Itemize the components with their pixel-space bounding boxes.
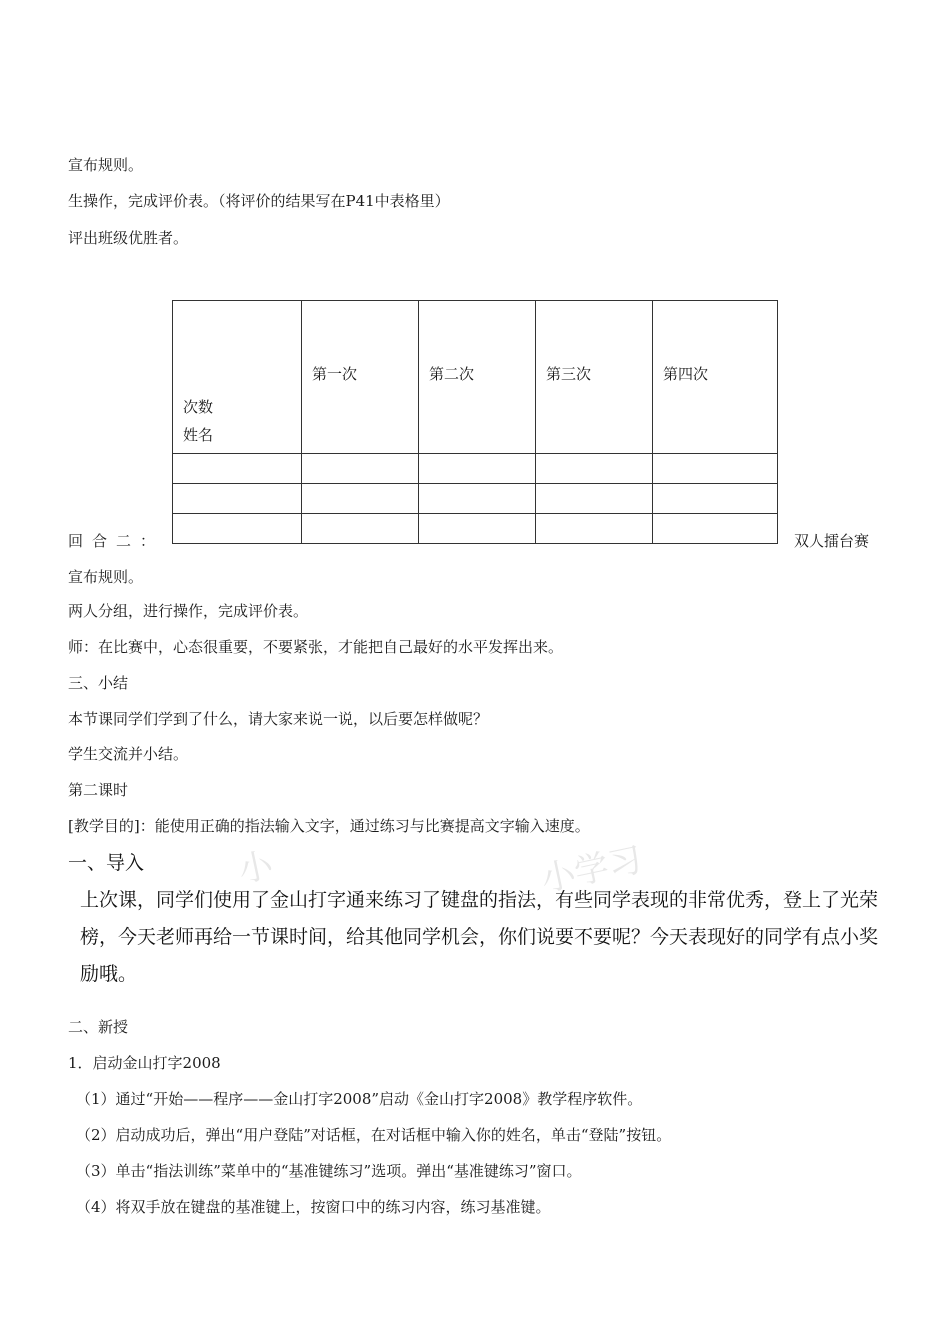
new-section-heading: 二、新授 (68, 1018, 129, 1036)
table-cell[interactable] (536, 454, 653, 484)
body-line: 师：在比赛中，心态很重要，不要紧张，才能把自己最好的水平发挥出来。 (68, 638, 564, 656)
lesson-two-heading: 第二课时 (68, 781, 129, 799)
table-cell[interactable] (302, 484, 419, 514)
corner-top-label: 次数 (183, 398, 214, 416)
intro-line-1: 宣布规则。 (68, 156, 144, 174)
table-row (173, 514, 778, 544)
round-two-label: 回合二： (68, 532, 165, 550)
intro-line-3: 评出班级优胜者。 (68, 229, 189, 247)
table-cell[interactable] (302, 514, 419, 544)
body-line: 学生交流并小结。 (68, 745, 189, 763)
corner-bottom-label: 姓名 (183, 426, 214, 444)
table-cell[interactable] (173, 454, 302, 484)
column-header: 第一次 (302, 301, 419, 454)
column-header: 第二次 (419, 301, 536, 454)
table-cell[interactable] (536, 484, 653, 514)
table-cell[interactable] (536, 514, 653, 544)
round-two-title: 双人擂台赛 (794, 532, 870, 550)
step-item: （1）通过“开始——程序——金山打字2008”启动《金山打字2008》教学程序软件。 (76, 1090, 643, 1108)
body-line: 本节课同学们学到了什么，请大家来说一说，以后要怎样做呢？ (68, 710, 489, 728)
table-header-row (173, 301, 778, 454)
table-cell[interactable] (419, 454, 536, 484)
table-corner-cell (173, 301, 302, 454)
table-cell[interactable] (302, 454, 419, 484)
step-item: （4）将双手放在键盘的基准键上，按窗口中的练习内容，练习基准键。 (76, 1198, 551, 1216)
body-line: 宣布规则。 (68, 568, 144, 586)
teaching-objective: [教学目的]：能使用正确的指法输入文字，通过练习与比赛提高文字输入速度。 (68, 817, 590, 835)
step-item: （3）单击“指法训练”菜单中的“基准键练习”选项。弹出“基准键练习”窗口。 (76, 1162, 582, 1180)
import-heading: 一、导入 (68, 852, 145, 874)
step-title: 1．启动金山打字2008 (68, 1054, 221, 1072)
watermark-left: 小 (234, 844, 277, 892)
import-paragraph: 上次课，同学们使用了金山打字通来练习了键盘的指法，有些同学表现的非常优秀，登上了光荣榜，今天老师再给一节课时间，给其他同学机会，你们说要不要呢？今天表现好的同学有点小奖励哦。 (80, 889, 879, 985)
step-item: （2）启动成功后，弹出“用户登陆”对话框，在对话框中输入你的姓名，单击“登陆”按钮。 (76, 1126, 672, 1144)
body-line: 两人分组，进行操作，完成评价表。 (68, 602, 309, 620)
table-row (173, 454, 778, 484)
table-cell[interactable] (653, 484, 778, 514)
column-header: 第四次 (653, 301, 778, 454)
table-cell[interactable] (653, 514, 778, 544)
table-cell[interactable] (173, 514, 302, 544)
table-cell[interactable] (419, 514, 536, 544)
table-row (173, 484, 778, 514)
table-cell[interactable] (173, 484, 302, 514)
section-summary-heading: 三、小结 (68, 674, 129, 692)
watermark-right: 小学习 (537, 839, 646, 901)
evaluation-table (172, 300, 778, 544)
intro-line-2: 生操作，完成评价表。（将评价的结果写在P41中表格里） (68, 192, 450, 210)
table-cell[interactable] (653, 454, 778, 484)
table-cell[interactable] (419, 484, 536, 514)
column-header: 第三次 (536, 301, 653, 454)
